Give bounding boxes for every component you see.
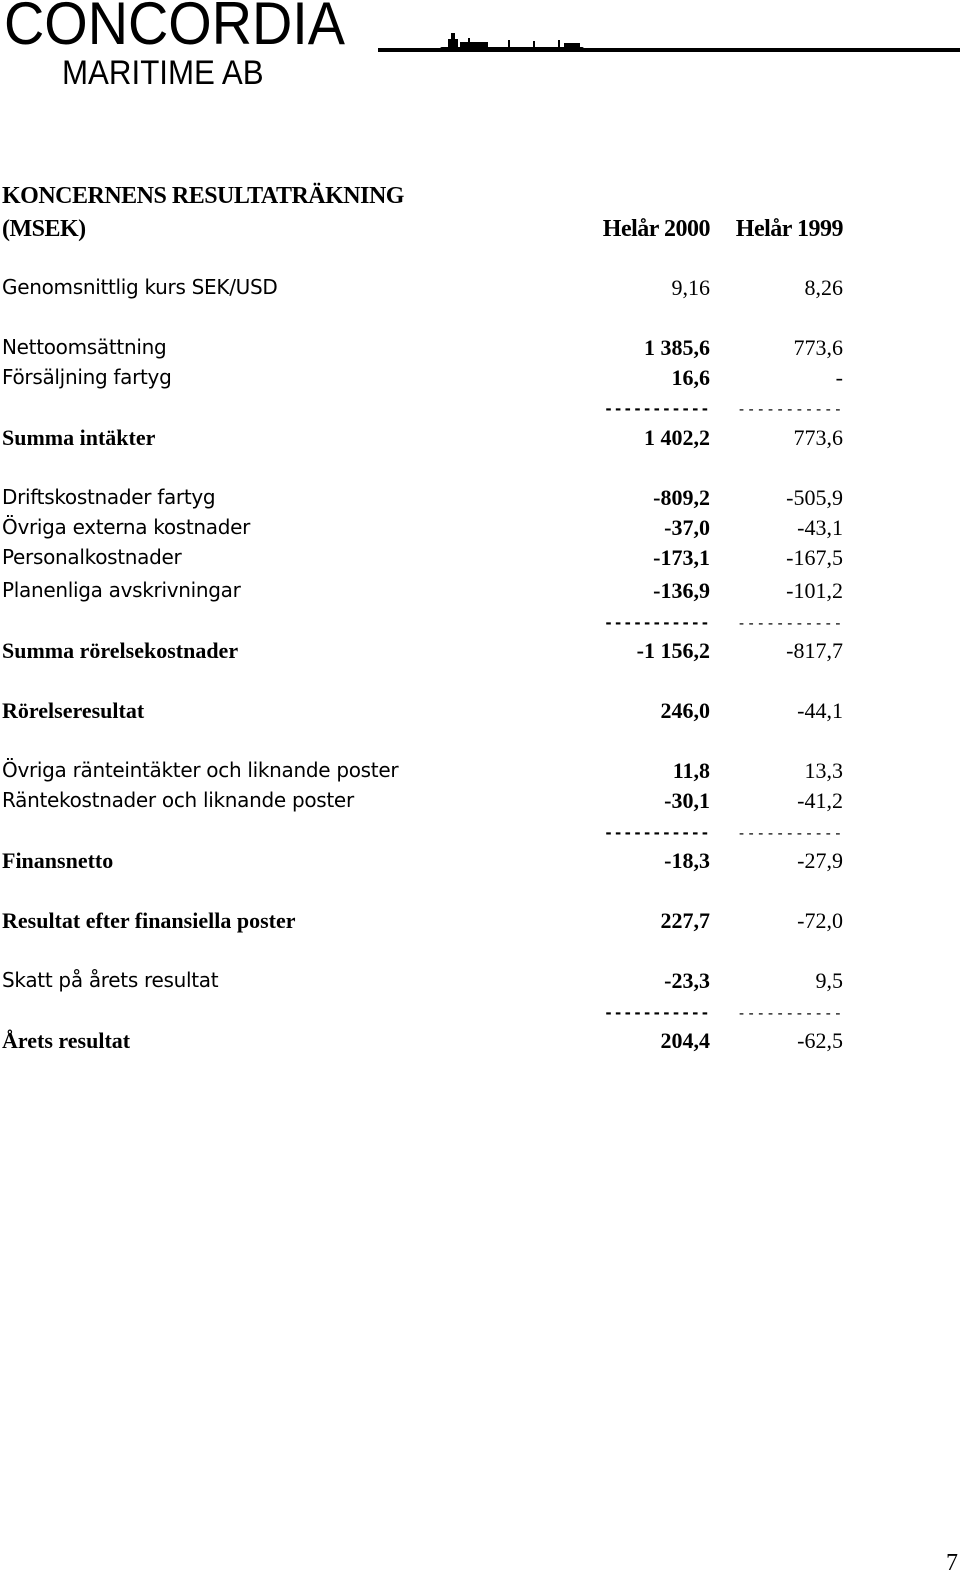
column-header-2000: Helår 2000 [602, 216, 710, 242]
row-label: Rörelseresultat [2, 698, 145, 723]
separator-1999: ----------- [737, 400, 843, 418]
table-row [0, 968, 960, 998]
table-row-total [0, 425, 960, 455]
value-2000: -30,1 [664, 788, 710, 813]
value-2000: 1 385,6 [644, 335, 710, 360]
table-row [0, 758, 960, 788]
table-row-total [0, 908, 960, 938]
row-label: Resultat efter finansiella poster [2, 908, 296, 933]
separator-2000: ----------- [604, 400, 710, 418]
value-1999: -817,7 [786, 638, 843, 663]
table-row [0, 365, 960, 395]
table-row [0, 788, 960, 818]
row-label: Summa rörelsekostnader [2, 638, 239, 663]
row-label: Planenliga avskrivningar [2, 578, 241, 602]
row-label: Övriga externa kostnader [2, 515, 251, 539]
row-label: Driftskostnader fartyg [2, 485, 216, 509]
table-row [0, 545, 960, 575]
row-label: Finansnetto [2, 848, 114, 873]
ship-icon [438, 28, 588, 52]
value-2000: -809,2 [653, 485, 710, 510]
value-1999: -27,9 [797, 848, 843, 873]
value-1999: -43,1 [797, 515, 843, 540]
row-label: Summa intäkter [2, 425, 156, 450]
value-1999: -505,9 [786, 485, 843, 510]
company-logo-subtitle: MARITIME AB [62, 54, 264, 92]
table-row [0, 485, 960, 515]
table-row-total [0, 638, 960, 668]
value-2000: 246,0 [660, 698, 710, 723]
table-row-total [0, 848, 960, 878]
value-2000: 9,16 [671, 275, 710, 300]
statement-title: KONCERNENS RESULTATRÄKNING [2, 183, 404, 209]
separator-2000: ----------- [604, 1004, 710, 1022]
table-row-total [0, 1028, 960, 1058]
value-2000: -23,3 [664, 968, 710, 993]
value-1999: -167,5 [786, 545, 843, 570]
value-1999: -44,1 [797, 698, 843, 723]
row-label: Försäljning fartyg [2, 365, 172, 389]
row-label: Genomsnittlig kurs SEK/USD [2, 275, 278, 299]
value-2000: -37,0 [664, 515, 710, 540]
row-label: Personalkostnader [2, 545, 182, 569]
row-label: Årets resultat [2, 1028, 131, 1053]
value-2000: -136,9 [653, 578, 710, 603]
table-row [0, 335, 960, 365]
value-1999: 773,6 [793, 425, 843, 450]
value-2000: -1 156,2 [636, 638, 710, 663]
page-number: 7 [946, 1550, 958, 1576]
statement-unit: (MSEK) [2, 216, 86, 242]
separator-2000: ----------- [604, 824, 710, 842]
value-2000: 16,6 [671, 365, 710, 390]
value-2000: 1 402,2 [644, 425, 710, 450]
value-1999: 9,5 [815, 968, 843, 993]
value-1999: -101,2 [786, 578, 843, 603]
table-row [0, 275, 960, 305]
value-2000: 204,4 [660, 1028, 710, 1053]
value-2000: 227,7 [660, 908, 710, 933]
table-row-total [0, 698, 960, 728]
table-row [0, 515, 960, 545]
value-2000: 11,8 [672, 758, 710, 783]
value-1999: 8,26 [804, 275, 843, 300]
value-2000: -18,3 [664, 848, 710, 873]
row-label: Räntekostnader och liknande poster [2, 788, 354, 812]
row-label: Övriga ränteintäkter och liknande poster [2, 758, 399, 782]
value-1999: -72,0 [797, 908, 843, 933]
separator-2000: ----------- [604, 614, 710, 632]
table-row [0, 578, 960, 608]
value-1999: - [835, 365, 843, 390]
value-1999: -62,5 [797, 1028, 843, 1053]
row-label: Skatt på årets resultat [2, 968, 219, 992]
separator-1999: ----------- [737, 614, 843, 632]
value-1999: 773,6 [793, 335, 843, 360]
separator-1999: ----------- [737, 824, 843, 842]
separator-1999: ----------- [737, 1004, 843, 1022]
value-1999: -41,2 [797, 788, 843, 813]
value-1999: 13,3 [804, 758, 843, 783]
company-logo-name: CONCORDIA [4, 0, 346, 57]
value-2000: -173,1 [653, 545, 710, 570]
column-header-1999: Helår 1999 [735, 216, 843, 242]
row-label: Nettoomsättning [2, 335, 167, 359]
